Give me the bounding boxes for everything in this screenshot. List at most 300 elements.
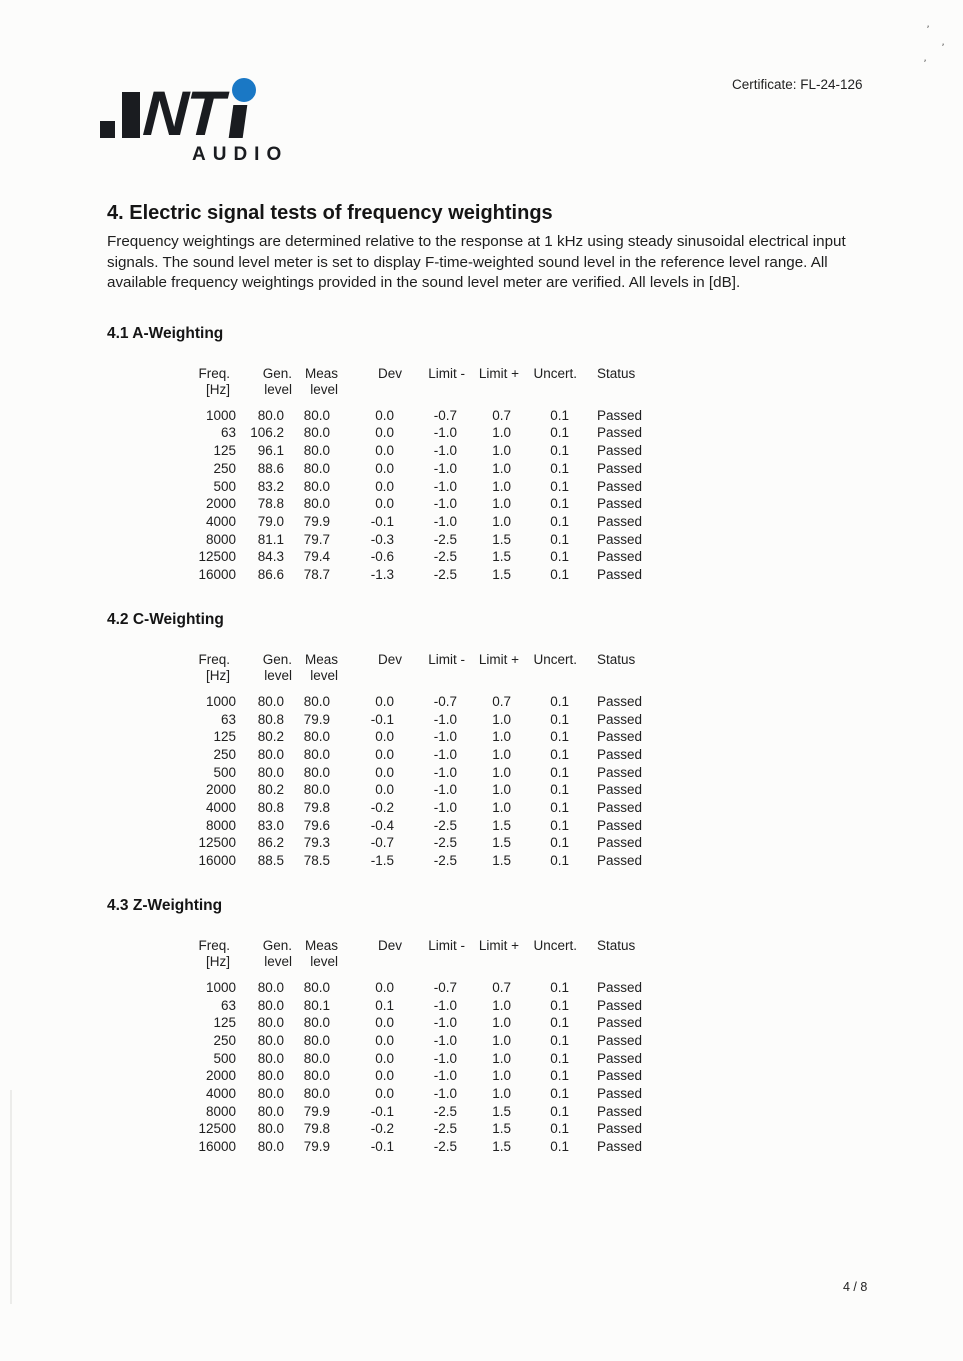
column-header: Limit -: [428, 651, 465, 667]
table-cell: 0.0: [375, 764, 394, 780]
table-cell: Passed: [597, 549, 643, 565]
table-cell: 80.2: [257, 782, 284, 798]
page-number: 4 / 8: [843, 1280, 868, 1294]
column-header: Dev: [377, 651, 402, 667]
table-cell: 1.5: [492, 1103, 511, 1119]
table-cell: 1.0: [492, 729, 511, 745]
table-cell: 16000: [198, 853, 236, 869]
table-cell: Passed: [597, 979, 643, 995]
table-cell: 1000: [205, 979, 236, 995]
table-cell: -1.3: [370, 567, 394, 583]
table-cell: -1.0: [433, 800, 457, 816]
table-cell: 0.7: [492, 407, 511, 423]
table-cell: -1.0: [433, 1050, 457, 1066]
table-cell: 80.0: [303, 782, 330, 798]
table-cell: 250: [213, 1032, 236, 1048]
table-row: [178, 407, 707, 425]
table-cell: -1.5: [370, 853, 394, 869]
table-cell: Passed: [597, 1139, 643, 1155]
table-cell: 78.7: [303, 567, 330, 583]
table-cell: 0.1: [375, 997, 394, 1013]
column-header: Meas level: [304, 937, 338, 970]
table-cell: 80.0: [257, 693, 284, 709]
table-cell: Passed: [597, 782, 643, 798]
table-cell: 16000: [198, 567, 236, 583]
table-cell: 4000: [205, 800, 236, 816]
table-row: [178, 799, 707, 817]
table-cell: -0.7: [433, 979, 457, 995]
table-cell: 0.1: [550, 746, 569, 762]
table-cell: 78.8: [257, 496, 284, 512]
table-cell: -0.4: [370, 817, 394, 833]
table-cell: 1.0: [492, 425, 511, 441]
table-cell: 1.0: [492, 764, 511, 780]
table-cell: Passed: [597, 1032, 643, 1048]
table-cell: Passed: [597, 800, 643, 816]
table-cell: 80.0: [303, 1015, 330, 1031]
table-cell: 0.0: [375, 1015, 394, 1031]
table-cell: 250: [213, 460, 236, 476]
table-row: [178, 1067, 707, 1085]
table-cell: 86.6: [257, 567, 284, 583]
table-cell: 80.0: [257, 1050, 284, 1066]
table-cell: Passed: [597, 478, 643, 494]
table-cell: -1.0: [433, 478, 457, 494]
subsection-heading: 4.1 A-Weighting: [107, 324, 224, 342]
column-header: Gen. level: [262, 651, 292, 684]
logo-letter-i: [226, 78, 250, 138]
column-header: Freq. [Hz]: [198, 937, 230, 970]
table-cell: Passed: [597, 496, 643, 512]
scan-speck: ’: [924, 23, 930, 37]
table-cell: 8000: [205, 817, 236, 833]
table-cell: 0.1: [550, 1121, 569, 1137]
table-cell: 0.7: [492, 693, 511, 709]
table-cell: 0.1: [550, 997, 569, 1013]
table-cell: Passed: [597, 711, 643, 727]
table-cell: 0.1: [550, 531, 569, 547]
table-cell: 79.7: [303, 531, 330, 547]
table-cell: -0.7: [433, 407, 457, 423]
table-cell: 0.7: [492, 979, 511, 995]
table-cell: 1.5: [492, 1139, 511, 1155]
table-cell: 80.0: [303, 478, 330, 494]
table-cell: 0.1: [550, 1032, 569, 1048]
table-cell: 80.0: [303, 1032, 330, 1048]
table-row: [178, 997, 707, 1015]
table-cell: 79.8: [303, 800, 330, 816]
table-cell: -0.2: [370, 800, 394, 816]
table-row: [178, 478, 707, 496]
table-cell: 0.0: [375, 1032, 394, 1048]
table-cell: Passed: [597, 817, 643, 833]
table-cell: -2.5: [433, 853, 457, 869]
table-cell: -2.5: [433, 1121, 457, 1137]
table-cell: 1000: [205, 693, 236, 709]
table-cell: 0.1: [550, 1068, 569, 1084]
table-row: [178, 1050, 707, 1068]
column-header: Freq. [Hz]: [198, 365, 230, 398]
table-cell: Passed: [597, 1103, 643, 1119]
column-header: Limit -: [428, 937, 465, 953]
logo-subtext: AUDIO: [192, 144, 289, 165]
table-cell: 63: [220, 711, 236, 727]
table-cell: 0.0: [375, 729, 394, 745]
table-cell: 0.1: [550, 407, 569, 423]
table-cell: 0.1: [550, 549, 569, 565]
column-header: Limit +: [478, 651, 519, 667]
table-cell: 0.1: [550, 567, 569, 583]
table-cell: -1.0: [433, 1032, 457, 1048]
table-cell: 1.0: [492, 478, 511, 494]
column-header: Limit -: [428, 365, 465, 381]
logo-i-stem: [229, 105, 248, 138]
section-title: 4. Electric signal tests of frequency weightings: [107, 202, 553, 224]
table-cell: 79.9: [303, 514, 330, 529]
table-cell: 1.0: [492, 1068, 511, 1084]
logo-wordmark: [100, 76, 288, 149]
table-cell: 80.0: [257, 1086, 284, 1102]
certificate-number: Certificate: FL-24-126: [732, 77, 863, 92]
table-cell: Passed: [597, 514, 643, 529]
table-cell: -1.0: [433, 746, 457, 762]
scan-speck: ’: [939, 41, 945, 55]
table-cell: 0.0: [375, 746, 394, 762]
table-cell: 0.0: [375, 443, 394, 459]
table-cell: 80.0: [303, 746, 330, 762]
table-cell: Passed: [597, 1015, 643, 1031]
table-cell: 0.1: [550, 853, 569, 869]
table-cell: 86.2: [257, 835, 284, 851]
table-cell: -0.2: [370, 1121, 394, 1137]
table-row: [178, 764, 707, 782]
table-cell: 106.2: [250, 425, 284, 441]
table-cell: 80.0: [303, 764, 330, 780]
table-row: [178, 1138, 707, 1156]
table-cell: -1.0: [433, 496, 457, 512]
table-cell: 80.0: [257, 1015, 284, 1031]
table-cell: 80.8: [257, 711, 284, 727]
table-cell: 80.0: [257, 407, 284, 423]
table-cell: -1.0: [433, 460, 457, 476]
table-cell: 0.1: [550, 1103, 569, 1119]
table-cell: -1.0: [433, 764, 457, 780]
table-cell: 12500: [198, 835, 236, 851]
table-cell: -2.5: [433, 1103, 457, 1119]
table-cell: 125: [213, 443, 236, 459]
table-header-row: [178, 938, 707, 979]
table-cell: 80.1: [303, 997, 330, 1013]
weighting-table-a: [178, 366, 707, 584]
table-cell: 0.1: [550, 1050, 569, 1066]
table-cell: 500: [213, 764, 236, 780]
table-cell: 0.1: [550, 817, 569, 833]
table-cell: 1.5: [492, 567, 511, 583]
table-cell: 83.2: [257, 478, 284, 494]
table-row: [178, 834, 707, 852]
table-cell: 80.8: [257, 800, 284, 816]
weighting-table-c: [178, 652, 707, 870]
table-row: [178, 728, 707, 746]
table-cell: 1.0: [492, 1032, 511, 1048]
logo-bar-icon: [122, 92, 140, 138]
table-cell: 0.1: [550, 835, 569, 851]
table-cell: 0.0: [375, 693, 394, 709]
table-cell: 12500: [198, 1121, 236, 1137]
table-row: [178, 817, 707, 835]
table-cell: 80.0: [257, 1103, 284, 1119]
table-cell: 2000: [205, 782, 236, 798]
document-body: [107, 202, 859, 1156]
table-cell: Passed: [597, 531, 643, 547]
table-cell: -2.5: [433, 549, 457, 565]
table-cell: 0.0: [375, 1050, 394, 1066]
table-cell: Passed: [597, 853, 643, 869]
table-row: [178, 979, 707, 997]
table-cell: 0.0: [375, 478, 394, 494]
table-cell: 0.0: [375, 496, 394, 512]
table-cell: 1.0: [492, 496, 511, 512]
column-header: Status: [597, 365, 636, 381]
table-cell: Passed: [597, 835, 643, 851]
subsection-heading: 4.2 C-Weighting: [107, 610, 224, 628]
table-cell: 1.5: [492, 1121, 511, 1137]
table-cell: 80.0: [257, 1068, 284, 1084]
table-cell: 500: [213, 1050, 236, 1066]
table-cell: 63: [220, 997, 236, 1013]
table-cell: 80.0: [303, 407, 330, 423]
column-header: Uncert.: [533, 651, 577, 667]
table-cell: 4000: [205, 1086, 236, 1102]
table-cell: 1.0: [492, 443, 511, 459]
table-cell: 80.0: [257, 1139, 284, 1155]
table-row: [178, 1014, 707, 1032]
table-cell: 0.0: [375, 1086, 394, 1102]
table-cell: Passed: [597, 407, 643, 423]
table-cell: 1.0: [492, 782, 511, 798]
table-cell: 1.0: [492, 997, 511, 1013]
table-cell: 79.9: [303, 711, 330, 727]
table-cell: Passed: [597, 460, 643, 476]
table-cell: 0.0: [375, 425, 394, 441]
column-header: Gen. level: [262, 365, 292, 398]
table-cell: 88.6: [257, 460, 284, 476]
table-cell: 80.2: [257, 729, 284, 745]
table-cell: 88.5: [257, 853, 284, 869]
table-cell: Passed: [597, 764, 643, 780]
table-cell: 80.0: [303, 1050, 330, 1066]
table-cell: 0.0: [375, 460, 394, 476]
column-header: Freq. [Hz]: [198, 651, 230, 684]
table-cell: 1.0: [492, 711, 511, 727]
table-cell: 80.0: [303, 693, 330, 709]
table-cell: -0.1: [370, 1103, 394, 1119]
logo-blue-dot-icon: [232, 78, 256, 102]
table-cell: 0.1: [550, 711, 569, 727]
table-cell: 1.5: [492, 531, 511, 547]
column-header: Uncert.: [533, 937, 577, 953]
table-cell: 0.1: [550, 478, 569, 494]
table-cell: -2.5: [433, 817, 457, 833]
table-cell: 83.0: [257, 817, 284, 833]
column-header: Meas level: [304, 651, 338, 684]
scan-edge-line: [10, 1090, 12, 1304]
table-row: [178, 1120, 707, 1138]
table-cell: 1.0: [492, 460, 511, 476]
table-cell: 0.1: [550, 460, 569, 476]
table-row: [178, 781, 707, 799]
table-cell: -1.0: [433, 711, 457, 727]
table-cell: 0.1: [550, 1086, 569, 1102]
table-cell: 4000: [205, 514, 236, 529]
table-cell: -1.0: [433, 425, 457, 441]
table-row: [178, 513, 707, 531]
table-cell: Passed: [597, 443, 643, 459]
table-cell: -1.0: [433, 1068, 457, 1084]
table-row: [178, 566, 707, 584]
column-header: Gen. level: [262, 937, 292, 970]
table-cell: 80.0: [303, 1068, 330, 1084]
table-cell: 8000: [205, 531, 236, 547]
table-cell: -2.5: [433, 567, 457, 583]
table-cell: 1.0: [492, 1050, 511, 1066]
table-cell: Passed: [597, 1068, 643, 1084]
table-cell: -2.5: [433, 835, 457, 851]
table-cell: -0.7: [370, 835, 394, 851]
table-cell: 79.9: [303, 1139, 330, 1155]
table-cell: Passed: [597, 1121, 643, 1137]
table-cell: 2000: [205, 1068, 236, 1084]
table-cell: 2000: [205, 496, 236, 512]
table-cell: 1.5: [492, 835, 511, 851]
weighting-section-z: [107, 897, 859, 1156]
column-header: Meas level: [304, 365, 338, 398]
table-row: [178, 852, 707, 870]
table-cell: Passed: [597, 1086, 643, 1102]
table-cell: -0.1: [370, 711, 394, 727]
table-cell: 0.0: [375, 1068, 394, 1084]
table-cell: 1.0: [492, 800, 511, 816]
table-row: [178, 1085, 707, 1103]
table-row: [178, 711, 707, 729]
table-cell: Passed: [597, 746, 643, 762]
table-cell: 0.1: [550, 1139, 569, 1155]
table-cell: 0.0: [375, 782, 394, 798]
table-row: [178, 531, 707, 549]
logo-text: NT: [141, 79, 223, 149]
table-cell: -1.0: [433, 782, 457, 798]
table-cell: 80.0: [257, 746, 284, 762]
table-cell: 80.0: [303, 460, 330, 476]
table-cell: 0.1: [550, 443, 569, 459]
scan-speck: ’: [921, 57, 927, 71]
table-cell: 125: [213, 729, 236, 745]
table-cell: 250: [213, 746, 236, 762]
table-cell: 80.0: [257, 997, 284, 1013]
table-cell: 80.0: [303, 443, 330, 459]
table-cell: -1.0: [433, 514, 457, 529]
table-cell: 79.9: [303, 1103, 330, 1119]
table-cell: -0.6: [370, 549, 394, 565]
table-cell: 80.0: [303, 979, 330, 995]
table-row: [178, 495, 707, 513]
table-cell: 1.5: [492, 817, 511, 833]
table-cell: -0.3: [370, 531, 394, 547]
table-cell: 0.1: [550, 496, 569, 512]
logo-bar-icon: [100, 121, 115, 138]
table-row: [178, 442, 707, 460]
weighting-table-z: [178, 938, 707, 1156]
table-cell: 16000: [198, 1139, 236, 1155]
table-cell: 0.1: [550, 1015, 569, 1031]
column-header: Dev: [377, 365, 402, 381]
weighting-section-a: [107, 325, 859, 584]
table-cell: -1.0: [433, 729, 457, 745]
table-cell: 0.0: [375, 407, 394, 423]
column-header: Status: [597, 937, 636, 953]
table-cell: 0.1: [550, 693, 569, 709]
table-cell: -0.1: [370, 514, 394, 529]
table-cell: Passed: [597, 729, 643, 745]
table-cell: Passed: [597, 997, 643, 1013]
table-row: [178, 460, 707, 478]
table-cell: Passed: [597, 567, 643, 583]
table-row: [178, 1032, 707, 1050]
table-cell: 0.0: [375, 979, 394, 995]
table-cell: 80.0: [303, 425, 330, 441]
table-cell: 80.0: [257, 764, 284, 780]
table-cell: 80.0: [257, 1032, 284, 1048]
table-cell: 1000: [205, 407, 236, 423]
table-row: [178, 746, 707, 764]
table-cell: -0.1: [370, 1139, 394, 1155]
table-cell: Passed: [597, 1050, 643, 1066]
column-header: Dev: [377, 937, 402, 953]
table-cell: 0.1: [550, 979, 569, 995]
table-cell: 84.3: [257, 549, 284, 565]
table-cell: 80.0: [257, 1121, 284, 1137]
weighting-section-c: [107, 611, 859, 870]
table-cell: 80.0: [303, 1086, 330, 1102]
table-row: [178, 424, 707, 442]
table-cell: 80.0: [303, 496, 330, 512]
table-cell: 1.5: [492, 853, 511, 869]
nti-audio-logo: [100, 76, 288, 166]
table-cell: 63: [220, 425, 236, 441]
table-cell: 125: [213, 1015, 236, 1031]
table-cell: 0.1: [550, 782, 569, 798]
table-header-row: [178, 366, 707, 407]
table-cell: 0.1: [550, 425, 569, 441]
table-cell: -2.5: [433, 531, 457, 547]
table-cell: 8000: [205, 1103, 236, 1119]
column-header: Uncert.: [533, 365, 577, 381]
table-cell: 80.0: [303, 729, 330, 745]
table-cell: 12500: [198, 549, 236, 565]
table-cell: 78.5: [303, 853, 330, 869]
table-cell: Passed: [597, 425, 643, 441]
table-cell: -1.0: [433, 1015, 457, 1031]
table-cell: 79.4: [303, 549, 330, 565]
table-cell: 500: [213, 478, 236, 494]
table-cell: 79.6: [303, 817, 330, 833]
table-cell: 1.0: [492, 1086, 511, 1102]
table-cell: 0.1: [550, 729, 569, 745]
table-cell: 0.1: [550, 800, 569, 816]
subsection-heading: 4.3 Z-Weighting: [107, 896, 223, 914]
table-cell: -1.0: [433, 997, 457, 1013]
table-cell: -1.0: [433, 1086, 457, 1102]
